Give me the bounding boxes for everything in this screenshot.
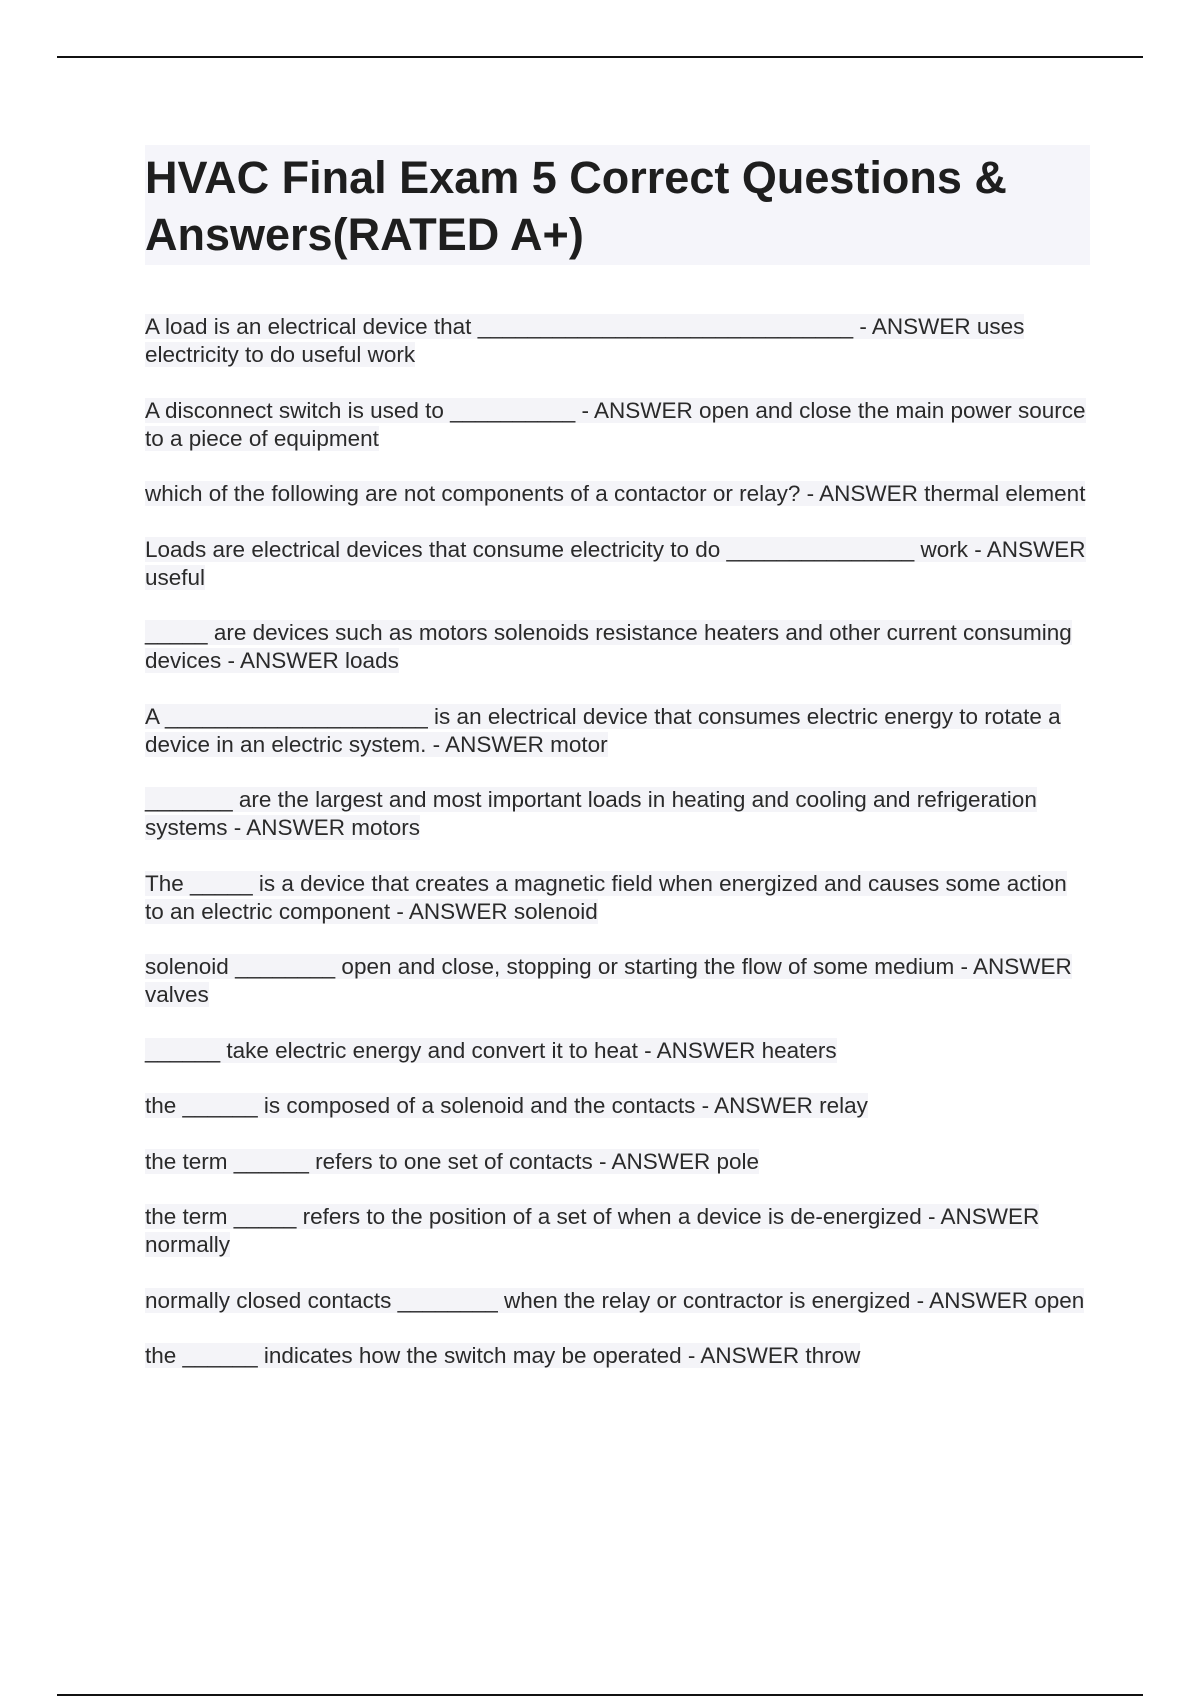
qa-item	[145, 1342, 1090, 1370]
top-rule	[57, 56, 1143, 58]
qa-item	[145, 397, 1090, 453]
qa-text: The _____ is a device that creates a magnetic field when energized and causes some action to an electric component - ANSWER solenoid	[145, 870, 1067, 924]
qa-text: solenoid ________ open and close, stopping or starting the flow of some medium - ANSWER valves	[145, 954, 1072, 1007]
qa-text: ______ take electric energy and convert it to heat - ANSWER heaters	[145, 1037, 837, 1063]
qa-text: which of the following are not components of a contactor or relay? - ANSWER thermal element	[145, 481, 1086, 506]
qa-text: A disconnect switch is used to __________ - ANSWER open and close the main power source to a piece of equipment	[145, 397, 1086, 451]
title-block	[145, 145, 1090, 265]
qa-text: the term _____ refers to the position of a set of when a device is de-energized - ANSWER normally	[145, 1204, 1040, 1257]
qa-item	[145, 1287, 1090, 1315]
qa-text: the ______ is composed of a solenoid and the contacts - ANSWER relay	[145, 1093, 868, 1118]
qa-text: the term ______ refers to one set of contacts - ANSWER pole	[145, 1148, 760, 1174]
qa-item	[145, 619, 1090, 675]
qa-item	[145, 870, 1090, 926]
qa-item	[145, 480, 1090, 508]
qa-item	[145, 786, 1090, 842]
qa-item	[145, 313, 1090, 369]
qa-item	[145, 953, 1090, 1009]
qa-text: _____ are devices such as motors solenoids resistance heaters and other current consuming devices - ANSWER loads	[145, 620, 1072, 673]
qa-text: Loads are electrical devices that consume electricity to do _______________ work - ANSWER useful	[145, 536, 1086, 590]
qa-item	[145, 536, 1090, 592]
page-title: HVAC Final Exam 5 Correct Questions & Answers(RATED A+)	[145, 152, 1007, 260]
qa-item	[145, 703, 1090, 759]
qa-item	[145, 1148, 1090, 1176]
qa-text: normally closed contacts ________ when the relay or contractor is energized - ANSWER open	[145, 1287, 1085, 1313]
qa-item	[145, 1037, 1090, 1065]
qa-list	[145, 313, 1090, 1370]
qa-text: A load is an electrical device that ______________________________ - ANSWER uses electricity to do useful work	[145, 314, 1025, 367]
qa-text: the ______ indicates how the switch may be operated - ANSWER throw	[145, 1343, 861, 1368]
qa-item	[145, 1203, 1090, 1259]
qa-text: _______ are the largest and most important loads in heating and cooling and refrigeration systems - ANSWER motors	[145, 787, 1037, 840]
page-content	[145, 145, 1090, 1398]
bottom-rule	[57, 1694, 1143, 1696]
qa-item	[145, 1092, 1090, 1120]
qa-text: A _____________________ is an electrical device that consumes electric energy to rotate a device in an electric system. - ANSWER motor	[145, 703, 1061, 757]
